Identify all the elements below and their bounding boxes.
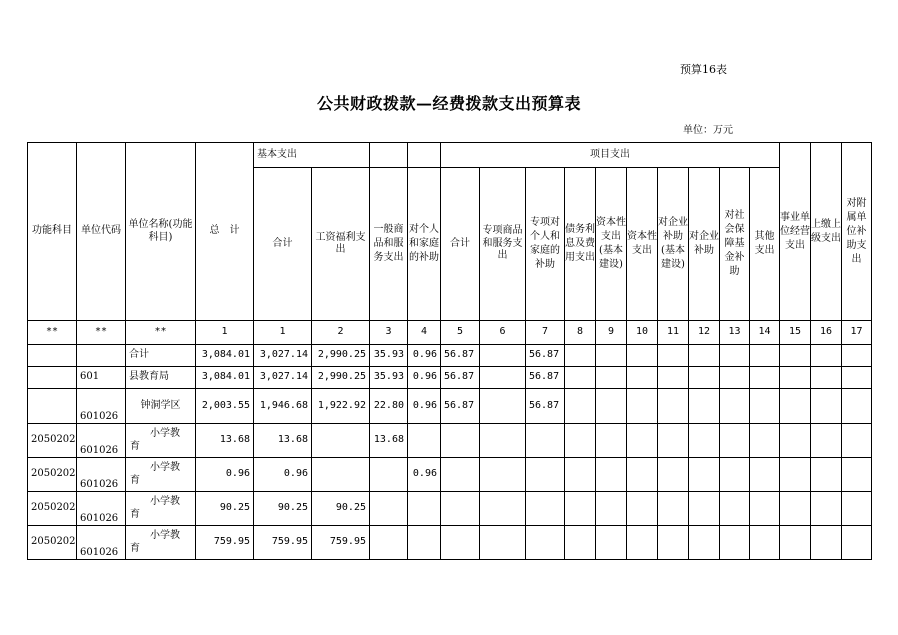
header-unit-code: 单位代码	[77, 143, 126, 321]
cell-basic-total: 0.96	[254, 458, 312, 492]
table-row	[28, 526, 872, 560]
index-cell: 12	[689, 321, 720, 345]
cell-goods	[370, 458, 408, 492]
cell-basic-total: 759.95	[254, 526, 312, 560]
cell-goods: 35.93	[370, 367, 408, 389]
cell-total: 759.95	[196, 526, 254, 560]
cell-wages: 2,990.25	[312, 345, 370, 367]
cell-wages: 759.95	[312, 526, 370, 560]
cell-func: 2050202	[28, 424, 77, 458]
cell-func	[28, 367, 77, 389]
cell-basic-total: 90.25	[254, 492, 312, 526]
table-row	[28, 492, 872, 526]
header-capital: 资本性支出	[627, 168, 658, 321]
cell-goods: 22.80	[370, 389, 408, 424]
index-cell: 1	[254, 321, 312, 345]
cell-personal	[408, 526, 441, 560]
header-func-subject: 功能科目	[28, 143, 77, 321]
cell-name	[126, 492, 196, 526]
cell-total: 90.25	[196, 492, 254, 526]
cell-name: 合计	[126, 345, 196, 367]
index-cell: 3	[370, 321, 408, 345]
header-blank-1	[370, 143, 408, 168]
header-wages: 工资福利支出	[312, 168, 370, 321]
cell-proj-total: 56.87	[441, 367, 480, 389]
table-row	[28, 389, 872, 424]
page-title: 公共财政拨款—经费拨款支出预算表	[316, 94, 581, 113]
header-ent-subsidy-build: 对企业补助(基本建设)	[658, 168, 689, 321]
cell-total: 0.96	[196, 458, 254, 492]
cell-basic-total: 3,027.14	[254, 345, 312, 367]
header-capital-build: 资本性支出(基本建设)	[596, 168, 627, 321]
index-cell: **	[77, 321, 126, 345]
unit-label: 单位：万元	[683, 125, 733, 136]
cell-code: 601026	[77, 424, 126, 458]
cell-goods	[370, 526, 408, 560]
cell-proj-personal: 56.87	[526, 345, 565, 367]
index-cell: 13	[720, 321, 750, 345]
header-basic-total: 合计	[254, 168, 312, 321]
cell-name-line2: 育	[130, 474, 140, 486]
form-number: 预算16表	[680, 63, 727, 76]
cell-func: 2050202	[28, 458, 77, 492]
cell-personal: 0.96	[408, 367, 441, 389]
header-turn-over: 上缴上级支出	[811, 143, 842, 321]
index-cell: 17	[842, 321, 872, 345]
cell-proj-goods	[480, 389, 526, 424]
table-row	[28, 345, 872, 367]
cell-code: 601026	[77, 526, 126, 560]
header-social-security: 对社会保障基金补助	[720, 168, 750, 321]
cell-personal: 0.96	[408, 345, 441, 367]
cell-code: 601026	[77, 492, 126, 526]
header-blank-2	[408, 143, 441, 168]
header-personal: 对个人和家庭的补助	[408, 168, 441, 321]
cell-proj-total: 56.87	[441, 345, 480, 367]
index-cell: 14	[750, 321, 780, 345]
cell-code: 601026	[77, 458, 126, 492]
index-cell: 8	[565, 321, 596, 345]
cell-code: 601026	[77, 389, 126, 424]
cell-wages: 2,990.25	[312, 367, 370, 389]
cell-name	[126, 458, 196, 492]
header-ent-subsidy: 对企业补助	[689, 168, 720, 321]
cell-name	[126, 424, 196, 458]
index-cell: 10	[627, 321, 658, 345]
index-row	[28, 321, 872, 345]
cell-name: 县教育局	[126, 367, 196, 389]
cell-name	[126, 526, 196, 560]
cell-name-line2: 育	[130, 440, 140, 452]
cell-wages: 1,922.92	[312, 389, 370, 424]
cell-basic-total: 1,946.68	[254, 389, 312, 424]
header-proj-total: 合计	[441, 168, 480, 321]
cell-name-line2: 育	[130, 542, 140, 554]
cell-name-line1: 小学教	[150, 496, 180, 507]
header-affiliate: 对附属单位补助支出	[842, 143, 872, 321]
index-cell: 5	[441, 321, 480, 345]
cell-proj-total: 56.87	[441, 389, 480, 424]
cell-code: 601	[77, 367, 126, 389]
cell-name-line2: 育	[130, 508, 140, 520]
cell-func	[28, 389, 77, 424]
cell-func: 2050202	[28, 526, 77, 560]
index-cell: 6	[480, 321, 526, 345]
index-cell: 1	[196, 321, 254, 345]
table-row	[28, 367, 872, 389]
index-cell: 4	[408, 321, 441, 345]
cell-wages	[312, 458, 370, 492]
cell-basic-total: 3,027.14	[254, 367, 312, 389]
budget-table	[27, 142, 872, 560]
cell-func	[28, 345, 77, 367]
cell-goods: 35.93	[370, 345, 408, 367]
header-goods: 一般商品和服务支出	[370, 168, 408, 321]
cell-name-line1: 小学教	[150, 462, 180, 473]
header-project: 项目支出	[441, 143, 780, 168]
cell-proj-goods	[480, 345, 526, 367]
cell-wages	[312, 424, 370, 458]
index-cell: 16	[811, 321, 842, 345]
cell-personal: 0.96	[408, 458, 441, 492]
cell-personal	[408, 424, 441, 458]
cell-name-line1: 小学教	[150, 530, 180, 541]
index-cell: 7	[526, 321, 565, 345]
cell-personal: 0.96	[408, 389, 441, 424]
index-cell: 11	[658, 321, 689, 345]
cell-total: 3,084.01	[196, 345, 254, 367]
header-business-unit: 事业单位经营支出	[780, 143, 811, 321]
cell-goods: 13.68	[370, 424, 408, 458]
index-cell: 15	[780, 321, 811, 345]
cell-code	[77, 345, 126, 367]
index-cell: **	[126, 321, 196, 345]
header-unit-name: 单位名称(功能科目)	[126, 143, 196, 321]
cell-total: 2,003.55	[196, 389, 254, 424]
cell-personal	[408, 492, 441, 526]
header-total: 总 计	[196, 143, 254, 321]
cell-goods	[370, 492, 408, 526]
header-debt: 债务利息及费用支出	[565, 168, 596, 321]
cell-proj-personal: 56.87	[526, 389, 565, 424]
header-proj-goods: 专项商品和服务支出	[480, 168, 526, 321]
cell-total: 13.68	[196, 424, 254, 458]
table-row	[28, 458, 872, 492]
cell-wages: 90.25	[312, 492, 370, 526]
cell-proj-personal: 56.87	[526, 367, 565, 389]
cell-func: 2050202	[28, 492, 77, 526]
index-cell: **	[28, 321, 77, 345]
header-proj-personal: 专项对个人和家庭的补助	[526, 168, 565, 321]
header-other: 其他支出	[750, 168, 780, 321]
cell-total: 3,084.01	[196, 367, 254, 389]
cell-proj-goods	[480, 367, 526, 389]
cell-basic-total: 13.68	[254, 424, 312, 458]
cell-name: 钟洞学区	[126, 389, 196, 424]
table-row	[28, 424, 872, 458]
cell-name-line1: 小学教	[150, 428, 180, 439]
index-cell: 2	[312, 321, 370, 345]
index-cell: 9	[596, 321, 627, 345]
header-basic: 基本支出	[254, 143, 370, 168]
